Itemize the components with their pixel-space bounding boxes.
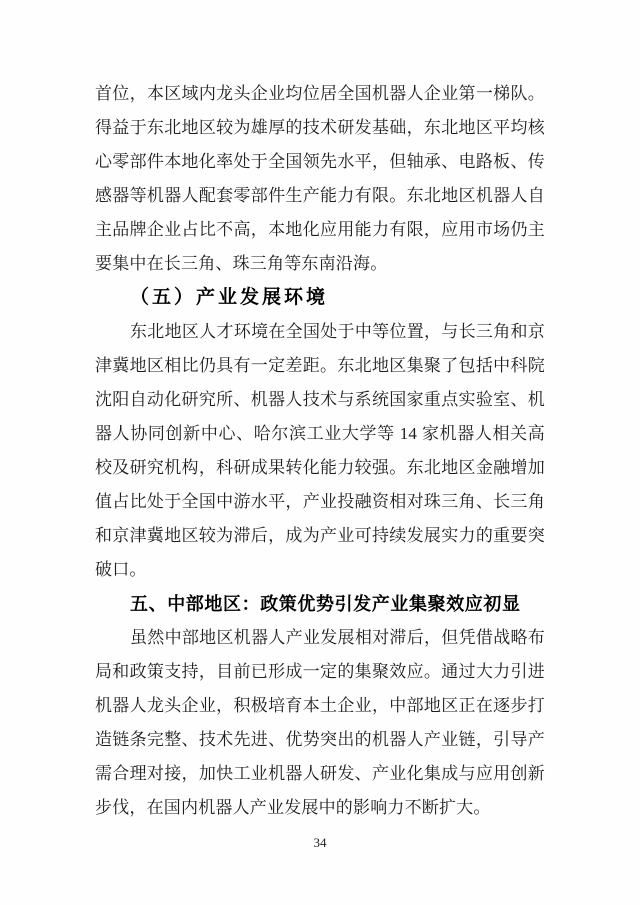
paragraph-central-region: [95, 621, 545, 825]
text-line: 心零部件本地化率处于全国领先水平，但轴承、电路板、传: [95, 152, 545, 171]
text-line: 和京津冀地区较为滞后，成为产业可持续发展实力的重要突: [95, 526, 545, 545]
text-line: 得益于东北地区较为雄厚的技术研发基础，东北地区平均核: [95, 118, 545, 137]
page-number: 34: [313, 835, 327, 850]
section-heading-central-region: [95, 587, 545, 621]
heading-line: 五、中部地区：政策优势引发产业集聚效应初显: [130, 594, 521, 614]
paragraph-northeast-continued: [95, 77, 545, 281]
text-line: 要集中在长三角、珠三角等东南沿海。: [95, 254, 388, 273]
text-line: 需合理对接，加快工业机器人研发、产业化集成与应用创新: [95, 764, 545, 783]
subsection-heading-environment: [95, 281, 545, 315]
text-line: 破口。: [95, 560, 147, 579]
text-line: 津冀地区相比仍具有一定差距。东北地区集聚了包括中科院: [95, 356, 545, 375]
text-line: 局和政策支持，目前已形成一定的集聚效应。通过大力引进: [95, 662, 545, 681]
text-line: 沈阳自动化研究所、机器人技术与系统国家重点实验室、机: [95, 390, 545, 409]
text-line: 首位，本区域内龙头企业均位居全国机器人企业第一梯队。: [95, 84, 545, 103]
text-line: 器人协同创新中心、哈尔滨工业大学等 14 家机器人相关高: [95, 424, 545, 443]
paragraph-environment: [95, 315, 545, 587]
text-line: 造链条完整、技术先进、优势突出的机器人产业链，引导产: [95, 730, 545, 749]
text-line: 校及研究机构，科研成果转化能力较强。东北地区金融增加: [95, 458, 545, 477]
text-line: 机器人龙头企业，积极培育本土企业，中部地区正在逐步打: [95, 696, 545, 715]
document-content: [95, 77, 545, 825]
text-line: 步伐，在国内机器人产业发展中的影响力不断扩大。: [95, 798, 491, 817]
text-line: 值占比处于全国中游水平，产业投融资相对珠三角、长三角: [95, 492, 545, 511]
heading-line: （五）产业发展环境: [130, 287, 329, 308]
text-line: 感器等机器人配套零部件生产能力有限。东北地区机器人自: [95, 186, 545, 205]
text-line: 东北地区人才环境在全国处于中等位置，与长三角和京: [130, 322, 545, 341]
text-line: 主品牌企业占比不高，本地化应用能力有限，应用市场仍主: [95, 220, 545, 239]
text-line: 虽然中部地区机器人产业发展相对滞后，但凭借战略布: [130, 628, 545, 647]
